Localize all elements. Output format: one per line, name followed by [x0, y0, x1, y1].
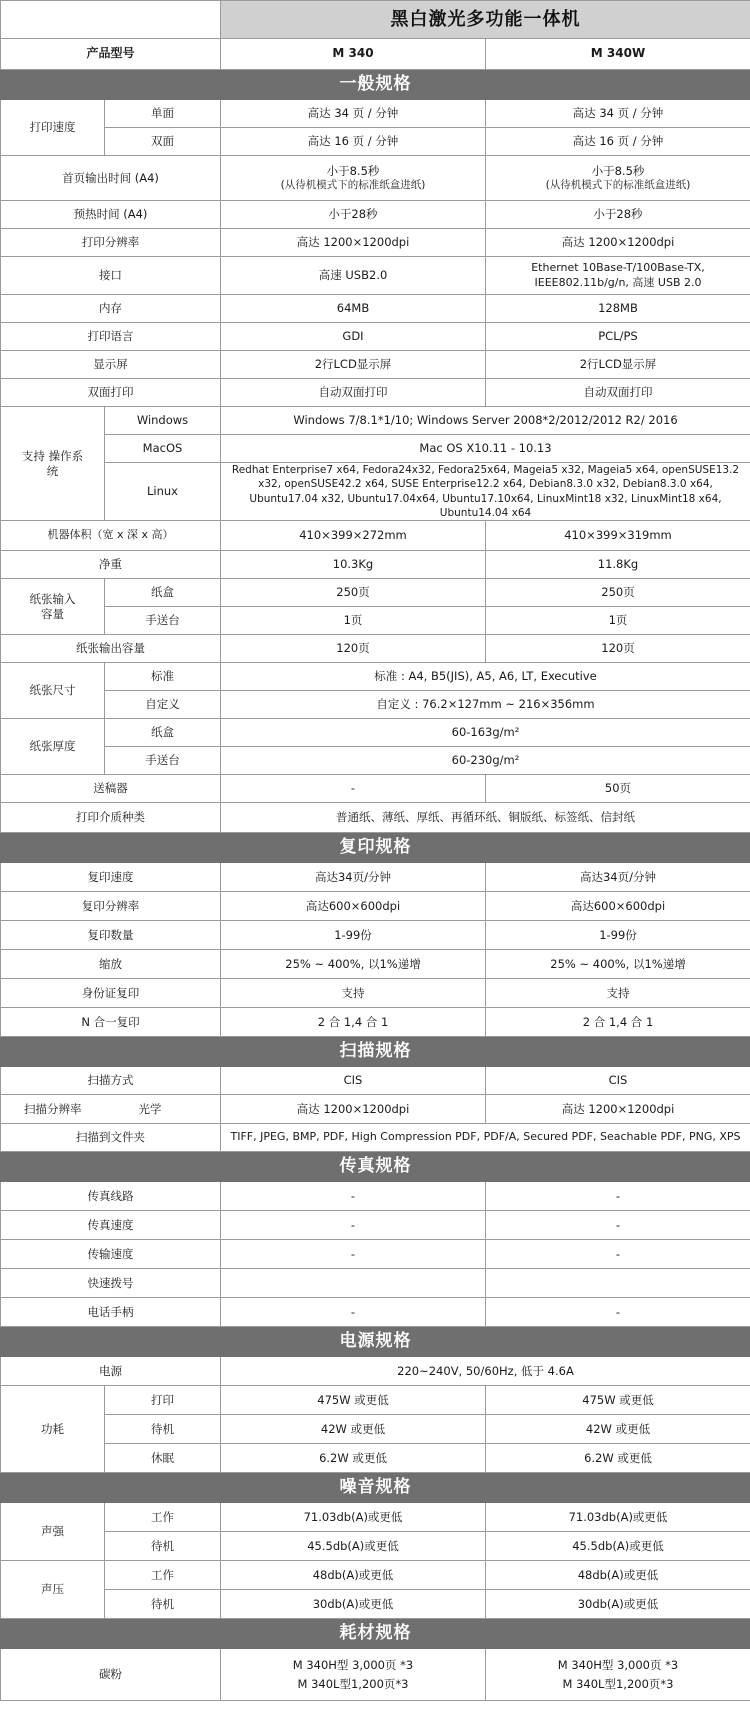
- row-label: 机器体积（宽 x 深 x 高）: [1, 521, 221, 551]
- value-note: (从待机模式下的标准纸盒进纸): [280, 178, 426, 191]
- value-main: 小于8.5秒: [326, 163, 380, 178]
- row-label: 声强: [1, 1503, 105, 1561]
- value-m340: 高达 16 页 / 分钟: [221, 128, 486, 156]
- value-m340: [221, 156, 486, 201]
- table-row: [1, 892, 750, 921]
- value-m340: 10.3Kg: [221, 551, 486, 579]
- row-label: 纸张输入 容量: [1, 579, 105, 635]
- value-m340: 475W 或更低: [221, 1386, 486, 1415]
- sub-label: 打印: [105, 1386, 221, 1415]
- value-both: 标准 : A4, B5(JIS), A5, A6, LT, Executive: [221, 663, 750, 691]
- section-title: 复印规格: [1, 833, 750, 863]
- value-m340: 71.03db(A)或更低: [221, 1503, 486, 1532]
- value-both: 60-163g/m²: [221, 719, 750, 747]
- value-m340w: 高达 1200×1200dpi: [486, 229, 750, 257]
- row-label: 接口: [1, 257, 221, 295]
- row-label: 缩放: [1, 950, 221, 979]
- table-row: [1, 128, 750, 156]
- value-m340w: CIS: [486, 1067, 750, 1095]
- value-m340w: 50页: [486, 775, 750, 803]
- value-m340w: -: [486, 1182, 750, 1211]
- row-label: 扫描分辨率: [1, 1095, 105, 1124]
- row-label: 传输速度: [1, 1240, 221, 1269]
- title-blank-cell: [1, 1, 221, 39]
- value-m340: 1页: [221, 607, 486, 635]
- value-m340: [221, 1649, 486, 1701]
- value-m340w: 自动双面打印: [486, 379, 750, 407]
- table-row: [1, 1503, 750, 1532]
- value-both: Mac OS X10.11 - 10.13: [221, 435, 750, 463]
- section-fax: [1, 1152, 750, 1182]
- value-m340w: 250页: [486, 579, 750, 607]
- value-m340: 高达600×600dpi: [221, 892, 486, 921]
- row-label: 打印分辨率: [1, 229, 221, 257]
- section-title: 电源规格: [1, 1327, 750, 1357]
- value-m340w: 48db(A)或更低: [486, 1561, 750, 1590]
- table-row: [1, 663, 750, 691]
- value-m340w: 475W 或更低: [486, 1386, 750, 1415]
- value-m340: 2行LCD显示屏: [221, 351, 486, 379]
- value-m340: 高达34页/分钟: [221, 863, 486, 892]
- sub-label: 单面: [105, 100, 221, 128]
- model-label: 产品型号: [1, 39, 221, 70]
- sub-label: 工作: [105, 1503, 221, 1532]
- section-title: 扫描规格: [1, 1037, 750, 1067]
- table-row: [1, 1269, 750, 1298]
- value-both: 普通纸、薄纸、厚纸、再循环纸、铜版纸、标签纸、信封纸: [221, 803, 750, 833]
- value-m340w: 1页: [486, 607, 750, 635]
- sub-label: 待机: [105, 1590, 221, 1619]
- table-row: [1, 201, 750, 229]
- value-m340: 小于28秒: [221, 201, 486, 229]
- value-m340: 410×399×272mm: [221, 521, 486, 551]
- table-row: [1, 257, 750, 295]
- value-m340w: 42W 或更低: [486, 1415, 750, 1444]
- section-title: 噪音规格: [1, 1473, 750, 1503]
- value-m340: 1-99份: [221, 921, 486, 950]
- row-label: 功耗: [1, 1386, 105, 1473]
- sub-label: 纸盒: [105, 719, 221, 747]
- table-row: [1, 1386, 750, 1415]
- table-row: [1, 1095, 750, 1124]
- value-m340w: 高达600×600dpi: [486, 892, 750, 921]
- model-row: [1, 39, 750, 70]
- table-row: [1, 1590, 750, 1619]
- row-label: 预热时间 (A4): [1, 201, 221, 229]
- value-m340w: -: [486, 1298, 750, 1327]
- value-m340: 25% ~ 400%, 以1%递增: [221, 950, 486, 979]
- value-m340w: Ethernet 10Base-T/100Base-TX, IEEE802.11b/g/n, 高速 USB 2.0: [486, 257, 750, 295]
- value-m340: 64MB: [221, 295, 486, 323]
- product-title: 黑白激光多功能一体机: [221, 1, 750, 39]
- table-row: [1, 407, 750, 435]
- value-m340w: 高达34页/分钟: [486, 863, 750, 892]
- model-m340w: M 340W: [486, 39, 750, 70]
- row-label: 显示屏: [1, 351, 221, 379]
- row-label: 双面打印: [1, 379, 221, 407]
- value-m340: [221, 1269, 486, 1298]
- value-m340w: 高达 16 页 / 分钟: [486, 128, 750, 156]
- value-both: Windows 7/8.1*1/10; Windows Server 2008*2/2012/2012 R2/ 2016: [221, 407, 750, 435]
- section-title: 耗材规格: [1, 1619, 750, 1649]
- sub-label: 手送台: [105, 747, 221, 775]
- section-scan: [1, 1037, 750, 1067]
- table-row: [1, 323, 750, 351]
- value-m340w: 2行LCD显示屏: [486, 351, 750, 379]
- value-m340w: 25% ~ 400%, 以1%递增: [486, 950, 750, 979]
- row-label: N 合一复印: [1, 1008, 221, 1037]
- value-m340: 250页: [221, 579, 486, 607]
- value-m340: 48db(A)或更低: [221, 1561, 486, 1590]
- value-both: 自定义 : 76.2×127mm ~ 216×356mm: [221, 691, 750, 719]
- value-m340: CIS: [221, 1067, 486, 1095]
- value-m340: 支持: [221, 979, 486, 1008]
- value-m340: -: [221, 1211, 486, 1240]
- toner-line: M 340L型1,200页*3: [562, 1676, 674, 1691]
- table-row: [1, 719, 750, 747]
- value-m340: -: [221, 1298, 486, 1327]
- value-m340w: [486, 156, 750, 201]
- value-m340: 高达 1200×1200dpi: [221, 229, 486, 257]
- table-row: [1, 803, 750, 833]
- row-label: 扫描方式: [1, 1067, 221, 1095]
- row-label: 打印速度: [1, 100, 105, 156]
- value-m340: 高达 1200×1200dpi: [221, 1095, 486, 1124]
- value-note: (从待机模式下的标准纸盒进纸): [545, 178, 691, 191]
- value-m340w: 128MB: [486, 295, 750, 323]
- row-label: 声压: [1, 1561, 105, 1619]
- table-row: [1, 1211, 750, 1240]
- table-row: [1, 921, 750, 950]
- section-noise: [1, 1473, 750, 1503]
- table-row: [1, 1415, 750, 1444]
- value-m340w: -: [486, 1211, 750, 1240]
- table-row: [1, 229, 750, 257]
- value-m340: 2 合 1,4 合 1: [221, 1008, 486, 1037]
- table-row: [1, 691, 750, 719]
- row-label: 电话手柄: [1, 1298, 221, 1327]
- sub-label: 双面: [105, 128, 221, 156]
- value-m340w: 30db(A)或更低: [486, 1590, 750, 1619]
- table-row: [1, 435, 750, 463]
- row-label: 纸张输出容量: [1, 635, 221, 663]
- table-row: [1, 1240, 750, 1269]
- row-label: 复印分辨率: [1, 892, 221, 921]
- sub-label: 待机: [105, 1532, 221, 1561]
- table-row: [1, 156, 750, 201]
- row-label: 纸张尺寸: [1, 663, 105, 719]
- value-m340w: 71.03db(A)或更低: [486, 1503, 750, 1532]
- sub-label: 纸盒: [105, 579, 221, 607]
- sub-label: Linux: [105, 463, 221, 521]
- value-m340w: 小于28秒: [486, 201, 750, 229]
- value-m340: 6.2W 或更低: [221, 1444, 486, 1473]
- table-row: [1, 1067, 750, 1095]
- table-row: [1, 607, 750, 635]
- row-label: 纸张厚度: [1, 719, 105, 775]
- toner-line: M 340L型1,200页*3: [297, 1676, 409, 1691]
- table-row: [1, 747, 750, 775]
- value-m340w: 2 合 1,4 合 1: [486, 1008, 750, 1037]
- value-m340: 45.5db(A)或更低: [221, 1532, 486, 1561]
- row-label: 碳粉: [1, 1649, 221, 1701]
- section-consumables: [1, 1619, 750, 1649]
- value-m340w: 410×399×319mm: [486, 521, 750, 551]
- row-label: 复印数量: [1, 921, 221, 950]
- table-row: [1, 551, 750, 579]
- table-row: [1, 579, 750, 607]
- value-m340w: 6.2W 或更低: [486, 1444, 750, 1473]
- value-m340w: 120页: [486, 635, 750, 663]
- row-label: 打印介质种类: [1, 803, 221, 833]
- toner-line: M 340H型 3,000页 *3: [557, 1658, 679, 1673]
- row-label: 首页输出时间 (A4): [1, 156, 221, 201]
- sub-label: MacOS: [105, 435, 221, 463]
- value-m340: 42W 或更低: [221, 1415, 486, 1444]
- section-title: 一般规格: [1, 70, 750, 100]
- title-row: [1, 1, 750, 39]
- row-label: 快速拨号: [1, 1269, 221, 1298]
- value-m340w: [486, 1269, 750, 1298]
- table-row: [1, 379, 750, 407]
- model-m340: M 340: [221, 39, 486, 70]
- value-m340w: -: [486, 1240, 750, 1269]
- row-label: 支持 操作系统: [1, 407, 105, 521]
- value-both: TIFF, JPEG, BMP, PDF, High Compression PDF, PDF/A, Secured PDF, Seachable PDF, PNG, XPS: [221, 1124, 750, 1152]
- table-row: [1, 1008, 750, 1037]
- row-label: 传真速度: [1, 1211, 221, 1240]
- section-general: [1, 70, 750, 100]
- row-label: 内存: [1, 295, 221, 323]
- value-m340w: PCL/PS: [486, 323, 750, 351]
- table-row: [1, 521, 750, 551]
- sub-label: 光学: [105, 1095, 221, 1124]
- value-m340w: 1-99份: [486, 921, 750, 950]
- row-label: 复印速度: [1, 863, 221, 892]
- row-label: 送稿器: [1, 775, 221, 803]
- value-m340: 自动双面打印: [221, 379, 486, 407]
- value-m340: -: [221, 775, 486, 803]
- value-m340: 30db(A)或更低: [221, 1590, 486, 1619]
- table-row: [1, 1182, 750, 1211]
- table-row: [1, 635, 750, 663]
- table-row: [1, 1444, 750, 1473]
- row-label: 打印语言: [1, 323, 221, 351]
- sub-label: Windows: [105, 407, 221, 435]
- value-main: 小于8.5秒: [591, 163, 645, 178]
- row-label: 净重: [1, 551, 221, 579]
- value-m340: 高速 USB2.0: [221, 257, 486, 295]
- table-row: [1, 463, 750, 521]
- row-label: 身份证复印: [1, 979, 221, 1008]
- value-m340w: 高达 1200×1200dpi: [486, 1095, 750, 1124]
- value-m340w: 45.5db(A)或更低: [486, 1532, 750, 1561]
- table-row: [1, 1298, 750, 1327]
- table-row: [1, 100, 750, 128]
- value-m340: -: [221, 1182, 486, 1211]
- table-row: [1, 295, 750, 323]
- value-m340w: [486, 1649, 750, 1701]
- sub-label: 标准: [105, 663, 221, 691]
- table-row: [1, 1561, 750, 1590]
- value-m340: GDI: [221, 323, 486, 351]
- value-both: 60-230g/m²: [221, 747, 750, 775]
- sub-label: 待机: [105, 1415, 221, 1444]
- table-row: [1, 863, 750, 892]
- row-label: 扫描到文件夹: [1, 1124, 221, 1152]
- row-label: 电源: [1, 1357, 221, 1386]
- table-row: [1, 1532, 750, 1561]
- value-m340: -: [221, 1240, 486, 1269]
- sub-label: 自定义: [105, 691, 221, 719]
- value-both: 220~240V, 50/60Hz, 低于 4.6A: [221, 1357, 750, 1386]
- sub-label: 工作: [105, 1561, 221, 1590]
- table-row: [1, 1124, 750, 1152]
- table-row: [1, 1649, 750, 1701]
- table-row: [1, 1357, 750, 1386]
- sub-label: 手送台: [105, 607, 221, 635]
- section-power: [1, 1327, 750, 1357]
- toner-line: M 340H型 3,000页 *3: [292, 1658, 414, 1673]
- table-row: [1, 351, 750, 379]
- value-m340: 高达 34 页 / 分钟: [221, 100, 486, 128]
- section-copy: [1, 833, 750, 863]
- value-m340w: 高达 34 页 / 分钟: [486, 100, 750, 128]
- sub-label: 休眠: [105, 1444, 221, 1473]
- row-label: 传真线路: [1, 1182, 221, 1211]
- value-m340w: 11.8Kg: [486, 551, 750, 579]
- table-row: [1, 775, 750, 803]
- value-both: Redhat Enterprise7 x64, Fedora24x32, Fedora25x64, Mageia5 x32, Mageia5 x64, openSUSE13.2 x32, openSUSE42.2 x64, SUSE Enterprise12.2 x64, Debian8.3.0 x32, Debian8.3.0 x64, Ubuntu17.04 x32, Ubuntu17.04x64, Ubuntu17.10x64, LinuxMint18 x32, LinuxMint18 x64, Ubuntu14.04 x64: [221, 463, 750, 521]
- section-title: 传真规格: [1, 1152, 750, 1182]
- table-row: [1, 950, 750, 979]
- value-m340: 120页: [221, 635, 486, 663]
- value-m340w: 支持: [486, 979, 750, 1008]
- table-row: [1, 979, 750, 1008]
